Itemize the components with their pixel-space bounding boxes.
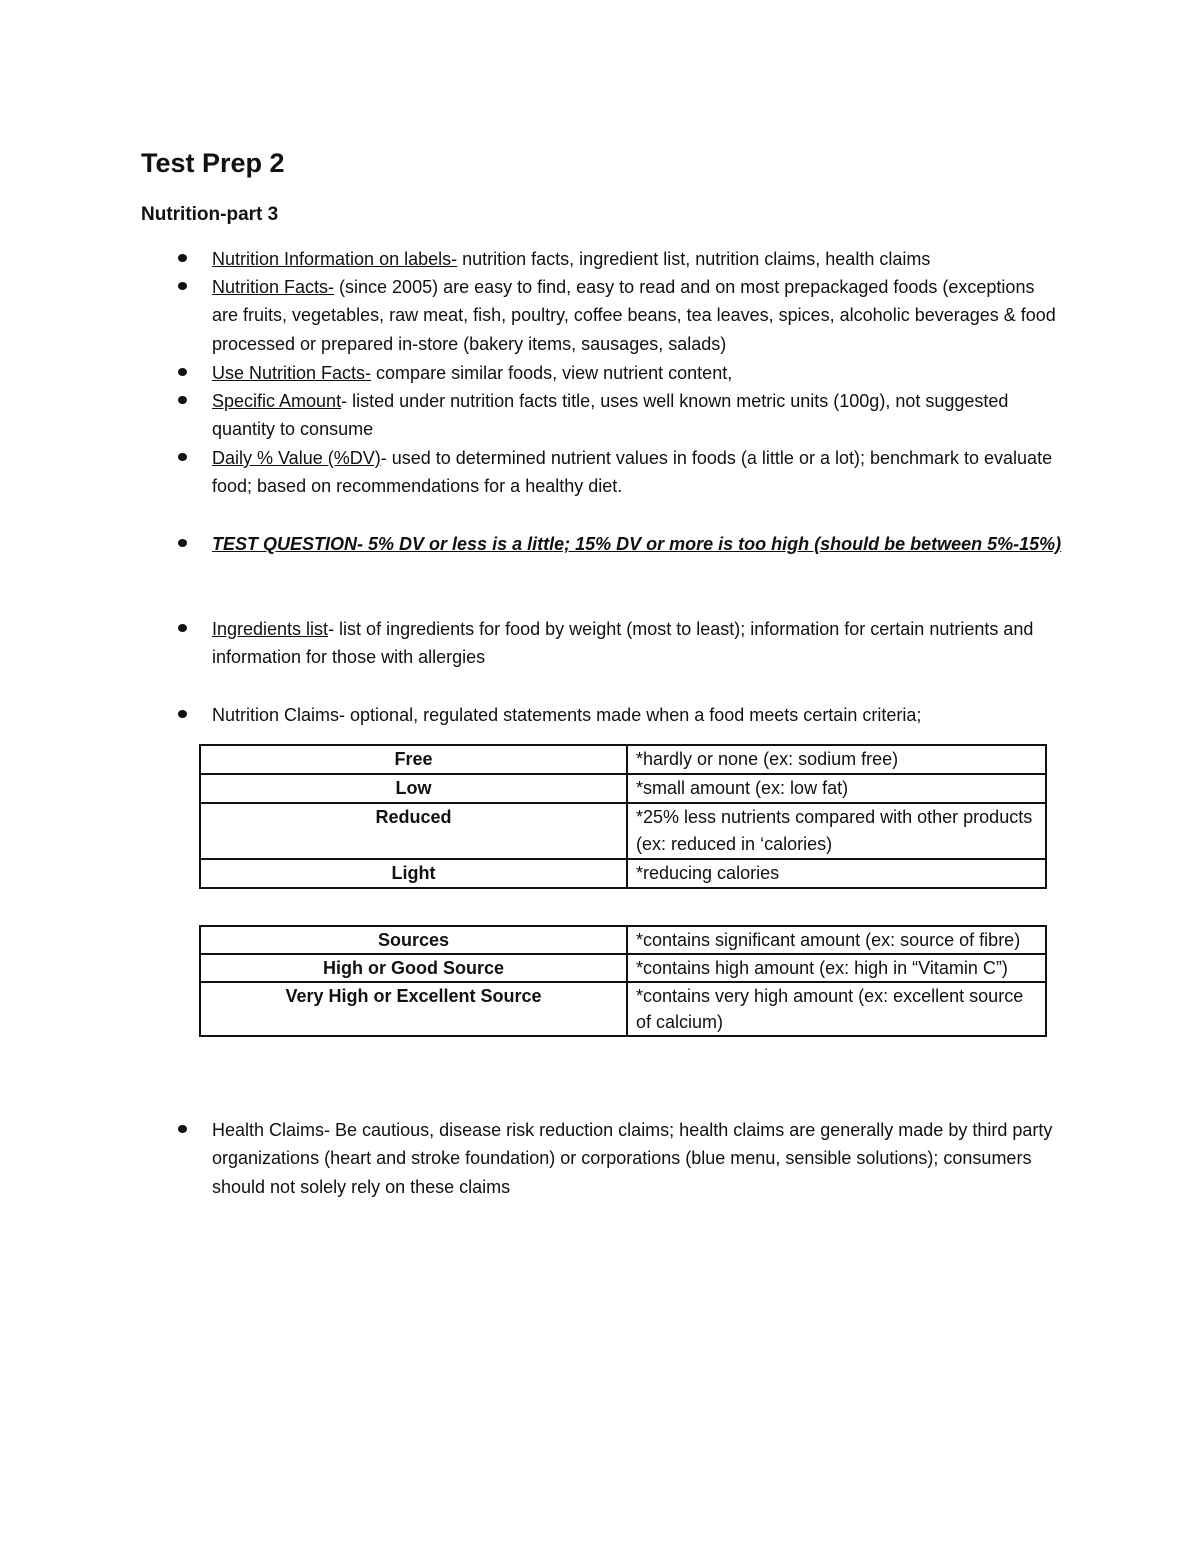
bullet-icon [178, 539, 187, 547]
table-row [200, 774, 1046, 803]
table-row [200, 954, 1046, 982]
bullet-text: compare similar foods, view nutrient content, [371, 363, 733, 383]
table-row [200, 926, 1046, 954]
table-cell-description: *contains significant amount (ex: source of fibre) [627, 926, 1046, 954]
table-cell-description: *25% less nutrients compared with other products (ex: reduced in ‘calories) [627, 803, 1046, 859]
table-cell-label: Low [200, 774, 627, 803]
bullet-item-daily-value [212, 444, 1062, 501]
bullet-item-health-claims [212, 1116, 1062, 1201]
bullet-term: Specific Amount [212, 391, 342, 411]
bullet-text: Health Claims- Be cautious, disease risk reduction claims; health claims are generally made by third party organizations (heart and stroke foundation) or corporations (blue menu, sensible solutions); consumers should not solely rely on these claims [212, 1120, 1053, 1197]
bullet-text: (since 2005) are easy to find, easy to read and on most prepackaged foods (exceptions are fruits, vegetables, raw meat, fish, poultry, coffee beans, tea leaves, spices, alcoholic beverages & food processed or prepared in-store (bakery items, sausages, salads) [212, 277, 1056, 354]
bullet-text: - list of ingredients for food by weight (most to least); information for certain nutrients and information for those with allergies [212, 619, 1034, 668]
table-cell-label: Free [200, 745, 627, 774]
table-row [200, 803, 1046, 859]
bullet-item-test-question [212, 530, 1062, 558]
document-title: Test Prep 2 [141, 148, 285, 178]
bullet-text: TEST QUESTION- 5% DV or less is a little; 15% DV or more is too high (should be between 5%-15%) [212, 534, 1062, 554]
bullet-icon [178, 282, 187, 290]
bullet-text: - listed under nutrition facts title, uses well known metric units (100g), not suggested quantity to consume [212, 391, 1009, 440]
bullet-item-nutrition-information [212, 245, 1062, 273]
bullet-item-ingredients-list [212, 615, 1062, 672]
table-cell-label: Reduced [200, 803, 627, 859]
table-cell-description: *hardly or none (ex: sodium free) [627, 745, 1046, 774]
bullet-icon [178, 396, 187, 404]
bullet-term: Ingredients list [212, 619, 329, 639]
table-cell-label: Sources [200, 926, 627, 954]
table-row [200, 859, 1046, 888]
bullet-icon [178, 254, 187, 262]
bullet-icon [178, 453, 187, 461]
bullet-icon [178, 710, 187, 718]
bullet-term: Daily % Value (%DV) [212, 448, 381, 468]
bullet-item-use-nutrition-facts [212, 359, 1062, 387]
table-cell-label: High or Good Source [200, 954, 627, 982]
table-cell-description: *contains high amount (ex: high in “Vitamin C”) [627, 954, 1046, 982]
table-cell-description: *contains very high amount (ex: excellent source of calcium) [627, 982, 1046, 1036]
bullet-text: nutrition facts, ingredient list, nutrition claims, health claims [457, 249, 931, 269]
nutrition-claims-table [199, 744, 1047, 889]
bullet-text: Nutrition Claims- optional, regulated statements made when a food meets certain criteria; [212, 705, 922, 725]
table-cell-description: *small amount (ex: low fat) [627, 774, 1046, 803]
bullet-icon [178, 368, 187, 376]
bullet-item-nutrition-claims [212, 701, 1062, 729]
bullet-term: Nutrition Facts- [212, 277, 335, 297]
table-row [200, 745, 1046, 774]
source-claims-table [199, 925, 1047, 1037]
bullet-term: Use Nutrition Facts- [212, 363, 372, 383]
bullet-icon [178, 624, 187, 632]
bullet-icon [178, 1125, 187, 1133]
bullet-text: - used to determined nutrient values in foods (a little or a lot); benchmark to evaluate food; based on recommendations for a healthy diet. [212, 448, 1053, 497]
bullet-item-nutrition-facts [212, 273, 1062, 358]
table-cell-label: Light [200, 859, 627, 888]
table-row [200, 982, 1046, 1036]
section-heading: Nutrition-part 3 [141, 204, 279, 225]
bullet-item-specific-amount [212, 387, 1062, 444]
bullet-term: Nutrition Information on labels- [212, 249, 458, 269]
table-cell-label: Very High or Excellent Source [200, 982, 627, 1036]
table-cell-description: *reducing calories [627, 859, 1046, 888]
